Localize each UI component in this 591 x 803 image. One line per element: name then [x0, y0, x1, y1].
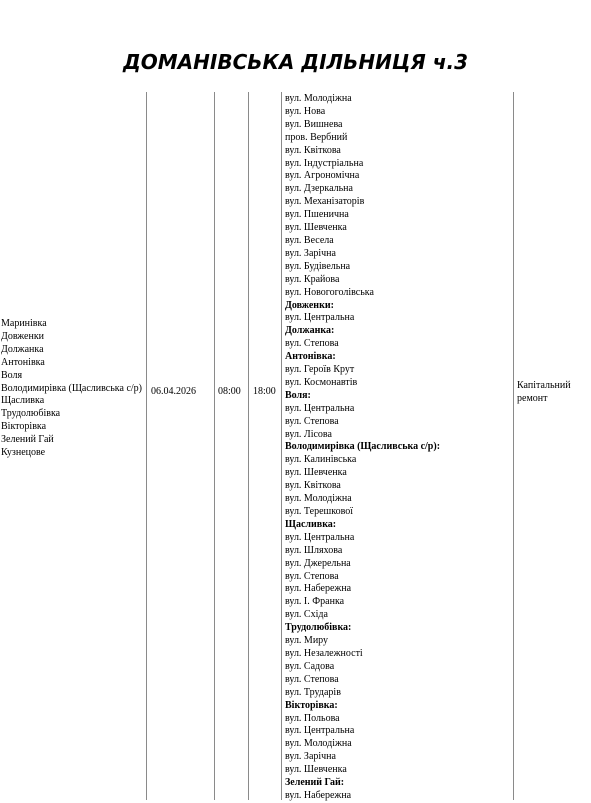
street-name: вул. Трударів [285, 686, 341, 698]
street-name: вул. Героїв Крут [285, 364, 355, 376]
street-name: вул. Новогоголівська [285, 286, 374, 298]
street-name: вул. Космонавтів [285, 376, 358, 388]
village-name: Должанка [1, 343, 44, 355]
street-name: вул. Індустріальна [285, 157, 364, 169]
column-divider [513, 92, 514, 800]
street-name: вул. Незалежності [285, 647, 363, 659]
street-name: вул. Шевченка [285, 467, 347, 479]
column-divider [248, 92, 249, 800]
village-name: Антонівка [1, 356, 45, 368]
street-name: вул. Терешкової [285, 506, 354, 517]
village-name: Кузнецове [1, 447, 46, 459]
street-name: вул. Шляхова [285, 544, 343, 556]
column-divider [146, 92, 147, 800]
time-start-cell: 08:00 [218, 386, 241, 397]
street-name: вул. Степова [285, 415, 339, 427]
outage-table [0, 92, 591, 800]
street-name: вул. Весела [285, 234, 334, 246]
street-name: вул. Миру [285, 635, 329, 647]
street-name: вул. Молодіжна [285, 493, 352, 505]
street-name: вул. Центральна [285, 312, 355, 324]
village-name: Маринівка [1, 318, 47, 329]
street-name: вул. Східа [285, 609, 328, 621]
village-heading: Володимирівка (Щасливська с/р): [285, 441, 441, 453]
street-name: вул. Набережна [285, 789, 352, 801]
street-name: вул. Молодіжна [285, 93, 352, 104]
street-name: вул. Вишнева [285, 118, 343, 130]
street-name: вул. Степова [285, 570, 339, 582]
street-name: вул. Нова [285, 105, 326, 117]
street-name: вул. Центральна [285, 725, 355, 737]
street-name: вул. Шевченка [285, 222, 347, 234]
street-name: вул. Квіткова [285, 480, 341, 492]
street-name: вул. Степова [285, 673, 339, 685]
village-heading: Вікторівка: [285, 699, 338, 711]
village-name: Довженки [1, 330, 45, 342]
street-name: вул. Центральна [285, 531, 355, 543]
village-name: Вікторівка [1, 421, 47, 433]
street-name: вул. Дзеркальна [285, 183, 353, 195]
street-name: вул. Крайова [285, 273, 340, 285]
date-cell: 06.04.2026 [151, 386, 196, 397]
street-name: вул. Набережна [285, 583, 352, 595]
village-name: Трудолюбівка [1, 408, 61, 420]
village-heading: Довженки: [285, 299, 334, 311]
village-heading: Должанка: [285, 325, 335, 337]
street-name: вул. Садова [285, 660, 335, 672]
street-name: вул. Джерельна [285, 557, 351, 569]
street-name: вул. Будівельна [285, 260, 351, 272]
street-name: вул. Пшенична [285, 209, 349, 221]
village-heading: Антонівка: [285, 351, 336, 363]
street-name: вул. Молодіжна [285, 738, 352, 750]
street-name: вул. Механізаторів [285, 196, 365, 208]
street-name: вул. І. Франка [285, 596, 345, 608]
village-heading: Зелений Гай: [285, 777, 345, 789]
villages-cell [1, 318, 143, 460]
page-title: ДОМАНІВСЬКА ДІЛЬНИЦЯ ч.3 [122, 50, 469, 74]
street-name: вул. Калинівська [285, 454, 357, 466]
column-divider [214, 92, 215, 800]
village-heading: Щасливка: [285, 518, 337, 530]
village-heading: Трудолюбівка: [285, 622, 352, 634]
village-name: Щасливка [1, 395, 45, 407]
street-name: вул. Зарічна [285, 751, 336, 763]
street-name: вул. Агрономічна [285, 170, 360, 182]
village-name: Воля [1, 369, 23, 381]
village-name: Зелений Гай [1, 434, 54, 446]
street-name: вул. Шевченка [285, 764, 347, 776]
street-name: вул. Центральна [285, 402, 355, 414]
column-divider [281, 92, 282, 800]
village-heading: Воля: [285, 389, 311, 401]
street-name: вул. Квіткова [285, 144, 341, 156]
remark-cell: Капітальний ремонт [517, 380, 571, 404]
streets-cell [285, 93, 510, 803]
street-name: вул. Лісова [285, 428, 332, 440]
village-name: Володимирівка (Щасливська с/р) [1, 382, 142, 394]
street-name: вул. Зарічна [285, 247, 336, 259]
street-name: вул. Польова [285, 712, 340, 724]
time-end-cell: 18:00 [253, 386, 276, 397]
street-name: вул. Степова [285, 338, 339, 350]
street-name: пров. Вербний [285, 131, 348, 143]
